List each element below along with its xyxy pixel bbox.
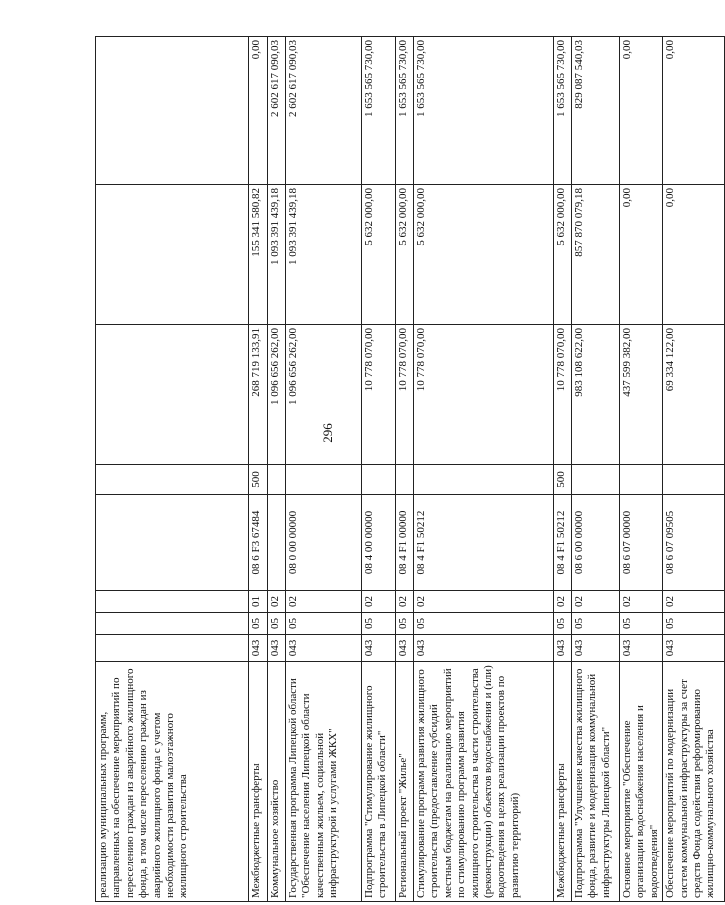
amount-year-3: 1 653 565 730,00 (414, 37, 554, 185)
subsection-code: 01 (249, 591, 268, 613)
row-name: Подпрограмма "Стимулирование жилищного строительства в Липецкой области" (362, 662, 396, 902)
amount-year-1: 69 334 122,00 (663, 325, 725, 465)
expense-type-code: 500 (249, 465, 268, 495)
table-row (396, 37, 414, 902)
section-code: 05 (663, 613, 725, 635)
section-code: 05 (554, 613, 572, 635)
ministry-code: 043 (396, 635, 414, 662)
table-row (286, 37, 362, 902)
target-article-code: 08 6 07 09505 (663, 495, 725, 591)
amount-year-3: 0,00 (663, 37, 725, 185)
target-article-code: 08 4 F1 50212 (414, 495, 554, 591)
row-name: Межбюджетные трансферты (249, 662, 268, 902)
amount-year-1: 268 719 133,91 (249, 325, 268, 465)
row-name: Государственная программа Липецкой области "Обеспечение населения Липецкой области качественным жильем, социальной инфраструктурой и услугами ЖКХ" (286, 662, 362, 902)
subsection-code: 02 (620, 591, 663, 613)
section-code: 05 (268, 613, 286, 635)
target-article-code: 08 4 F1 50212 (554, 495, 572, 591)
amount-year-3: 0,00 (620, 37, 663, 185)
amount-year-2: 857 870 079,18 (572, 185, 620, 325)
row-name: Подпрограмма "Улучшение качества жилищного фонда, развитие и модернизация коммунальной инфраструктуры Липецкой области" (572, 662, 620, 902)
ministry-code: 043 (554, 635, 572, 662)
amount-year-3: 2 602 617 090,03 (286, 37, 362, 185)
ministry-code: 043 (414, 635, 554, 662)
section-code: 05 (620, 613, 663, 635)
section-code: 05 (572, 613, 620, 635)
subsection-code: 02 (268, 591, 286, 613)
amount-year-2: 5 632 000,00 (554, 185, 572, 325)
expense-type-code (414, 465, 554, 495)
ministry-code: 043 (572, 635, 620, 662)
expense-type-code (620, 465, 663, 495)
table-row (268, 37, 286, 902)
ministry-code: 043 (286, 635, 362, 662)
amount-year-1: 1 096 656 262,00 (268, 325, 286, 465)
row-name: Коммунальное хозяйство (268, 662, 286, 902)
amount-year-2: 5 632 000,00 (396, 185, 414, 325)
expense-type-code (286, 465, 362, 495)
amount-year-2: 0,00 (663, 185, 725, 325)
table-row (96, 37, 249, 902)
table-row (249, 37, 268, 902)
expense-type-code (396, 465, 414, 495)
ministry-code: 043 (249, 635, 268, 662)
amount-year-3: 2 602 617 090,03 (268, 37, 286, 185)
amount-year-2: 1 093 391 439,18 (268, 185, 286, 325)
rotated-table-area (95, 37, 717, 902)
table-row (572, 37, 620, 902)
subsection-code: 02 (396, 591, 414, 613)
target-article-code: 08 4 F1 00000 (396, 495, 414, 591)
row-name: реализацию муниципальных программ, направленных на обеспечение мероприятий по переселению граждан из аварийного жилищного фонда, в том числе переселению граждан из аварийного жилищного фонда с учетом необходимости развития малоэтажного жилищного строительства (96, 662, 249, 902)
amount-year-2: 5 632 000,00 (414, 185, 554, 325)
target-article-code: 08 6 00 00000 (572, 495, 620, 591)
ministry-code: 043 (268, 635, 286, 662)
rotated-table-container (95, 37, 717, 902)
table-row (663, 37, 725, 902)
row-name: Межбюджетные трансферты (554, 662, 572, 902)
row-name: Обеспечение мероприятий по модернизации систем коммунальной инфраструктуры за счет средств Фонда содействия реформированию жилищно-коммунального хозяйства (663, 662, 725, 902)
amount-year-3: 1 653 565 730,00 (362, 37, 396, 185)
target-article-code (96, 495, 249, 591)
expense-type-code (362, 465, 396, 495)
ministry-code: 043 (362, 635, 396, 662)
subsection-code: 02 (663, 591, 725, 613)
amount-year-1: 10 778 070,00 (554, 325, 572, 465)
ministry-code: 043 (663, 635, 725, 662)
table-row (414, 37, 554, 902)
amount-year-2: 0,00 (620, 185, 663, 325)
amount-year-1 (96, 325, 249, 465)
amount-year-3: 0,00 (249, 37, 268, 185)
amount-year-3 (96, 37, 249, 185)
target-article-code (268, 495, 286, 591)
amount-year-3: 1 653 565 730,00 (396, 37, 414, 185)
amount-year-3: 829 087 540,03 (572, 37, 620, 185)
row-name: Основное мероприятие "Обеспечение организации водоснабжения населения и водоотведения" (620, 662, 663, 902)
expense-type-code (96, 465, 249, 495)
amount-year-1: 10 778 070,00 (396, 325, 414, 465)
amount-year-1: 1 096 656 262,00 (286, 325, 362, 465)
section-code (96, 613, 249, 635)
section-code: 05 (396, 613, 414, 635)
amount-year-2: 1 093 391 439,18 (286, 185, 362, 325)
page-number: 296 (320, 423, 335, 443)
expense-type-code (268, 465, 286, 495)
amount-year-1: 437 599 382,00 (620, 325, 663, 465)
subsection-code: 02 (286, 591, 362, 613)
expense-type-code: 500 (554, 465, 572, 495)
section-code: 05 (249, 613, 268, 635)
table-row (554, 37, 572, 902)
amount-year-1: 983 108 622,00 (572, 325, 620, 465)
budget-table (95, 36, 725, 902)
amount-year-3: 1 653 565 730,00 (554, 37, 572, 185)
amount-year-1: 10 778 070,00 (414, 325, 554, 465)
amount-year-2: 155 341 580,82 (249, 185, 268, 325)
section-code: 05 (286, 613, 362, 635)
section-code: 05 (414, 613, 554, 635)
section-code: 05 (362, 613, 396, 635)
subsection-code: 02 (554, 591, 572, 613)
table-row (620, 37, 663, 902)
target-article-code: 08 6 F3 67484 (249, 495, 268, 591)
amount-year-1: 10 778 070,00 (362, 325, 396, 465)
table-row (362, 37, 396, 902)
ministry-code (96, 635, 249, 662)
row-name: Стимулирование программ развития жилищного строительства (предоставление субсидий местным бюджетам на реализацию мероприятий по стимулированию программ развития жилищного строительства в части строительства (реконструкции) объектов водоснабжения и (или) водоотведения в целях реализации проектов по развитию территорий) (414, 662, 554, 902)
expense-type-code (572, 465, 620, 495)
target-article-code: 08 0 00 00000 (286, 495, 362, 591)
target-article-code: 08 4 00 00000 (362, 495, 396, 591)
target-article-code: 08 6 07 00000 (620, 495, 663, 591)
subsection-code: 02 (572, 591, 620, 613)
expense-type-code (663, 465, 725, 495)
ministry-code: 043 (620, 635, 663, 662)
subsection-code: 02 (414, 591, 554, 613)
amount-year-2: 5 632 000,00 (362, 185, 396, 325)
row-name: Региональный проект "Жилье" (396, 662, 414, 902)
amount-year-2 (96, 185, 249, 325)
subsection-code: 02 (362, 591, 396, 613)
subsection-code (96, 591, 249, 613)
